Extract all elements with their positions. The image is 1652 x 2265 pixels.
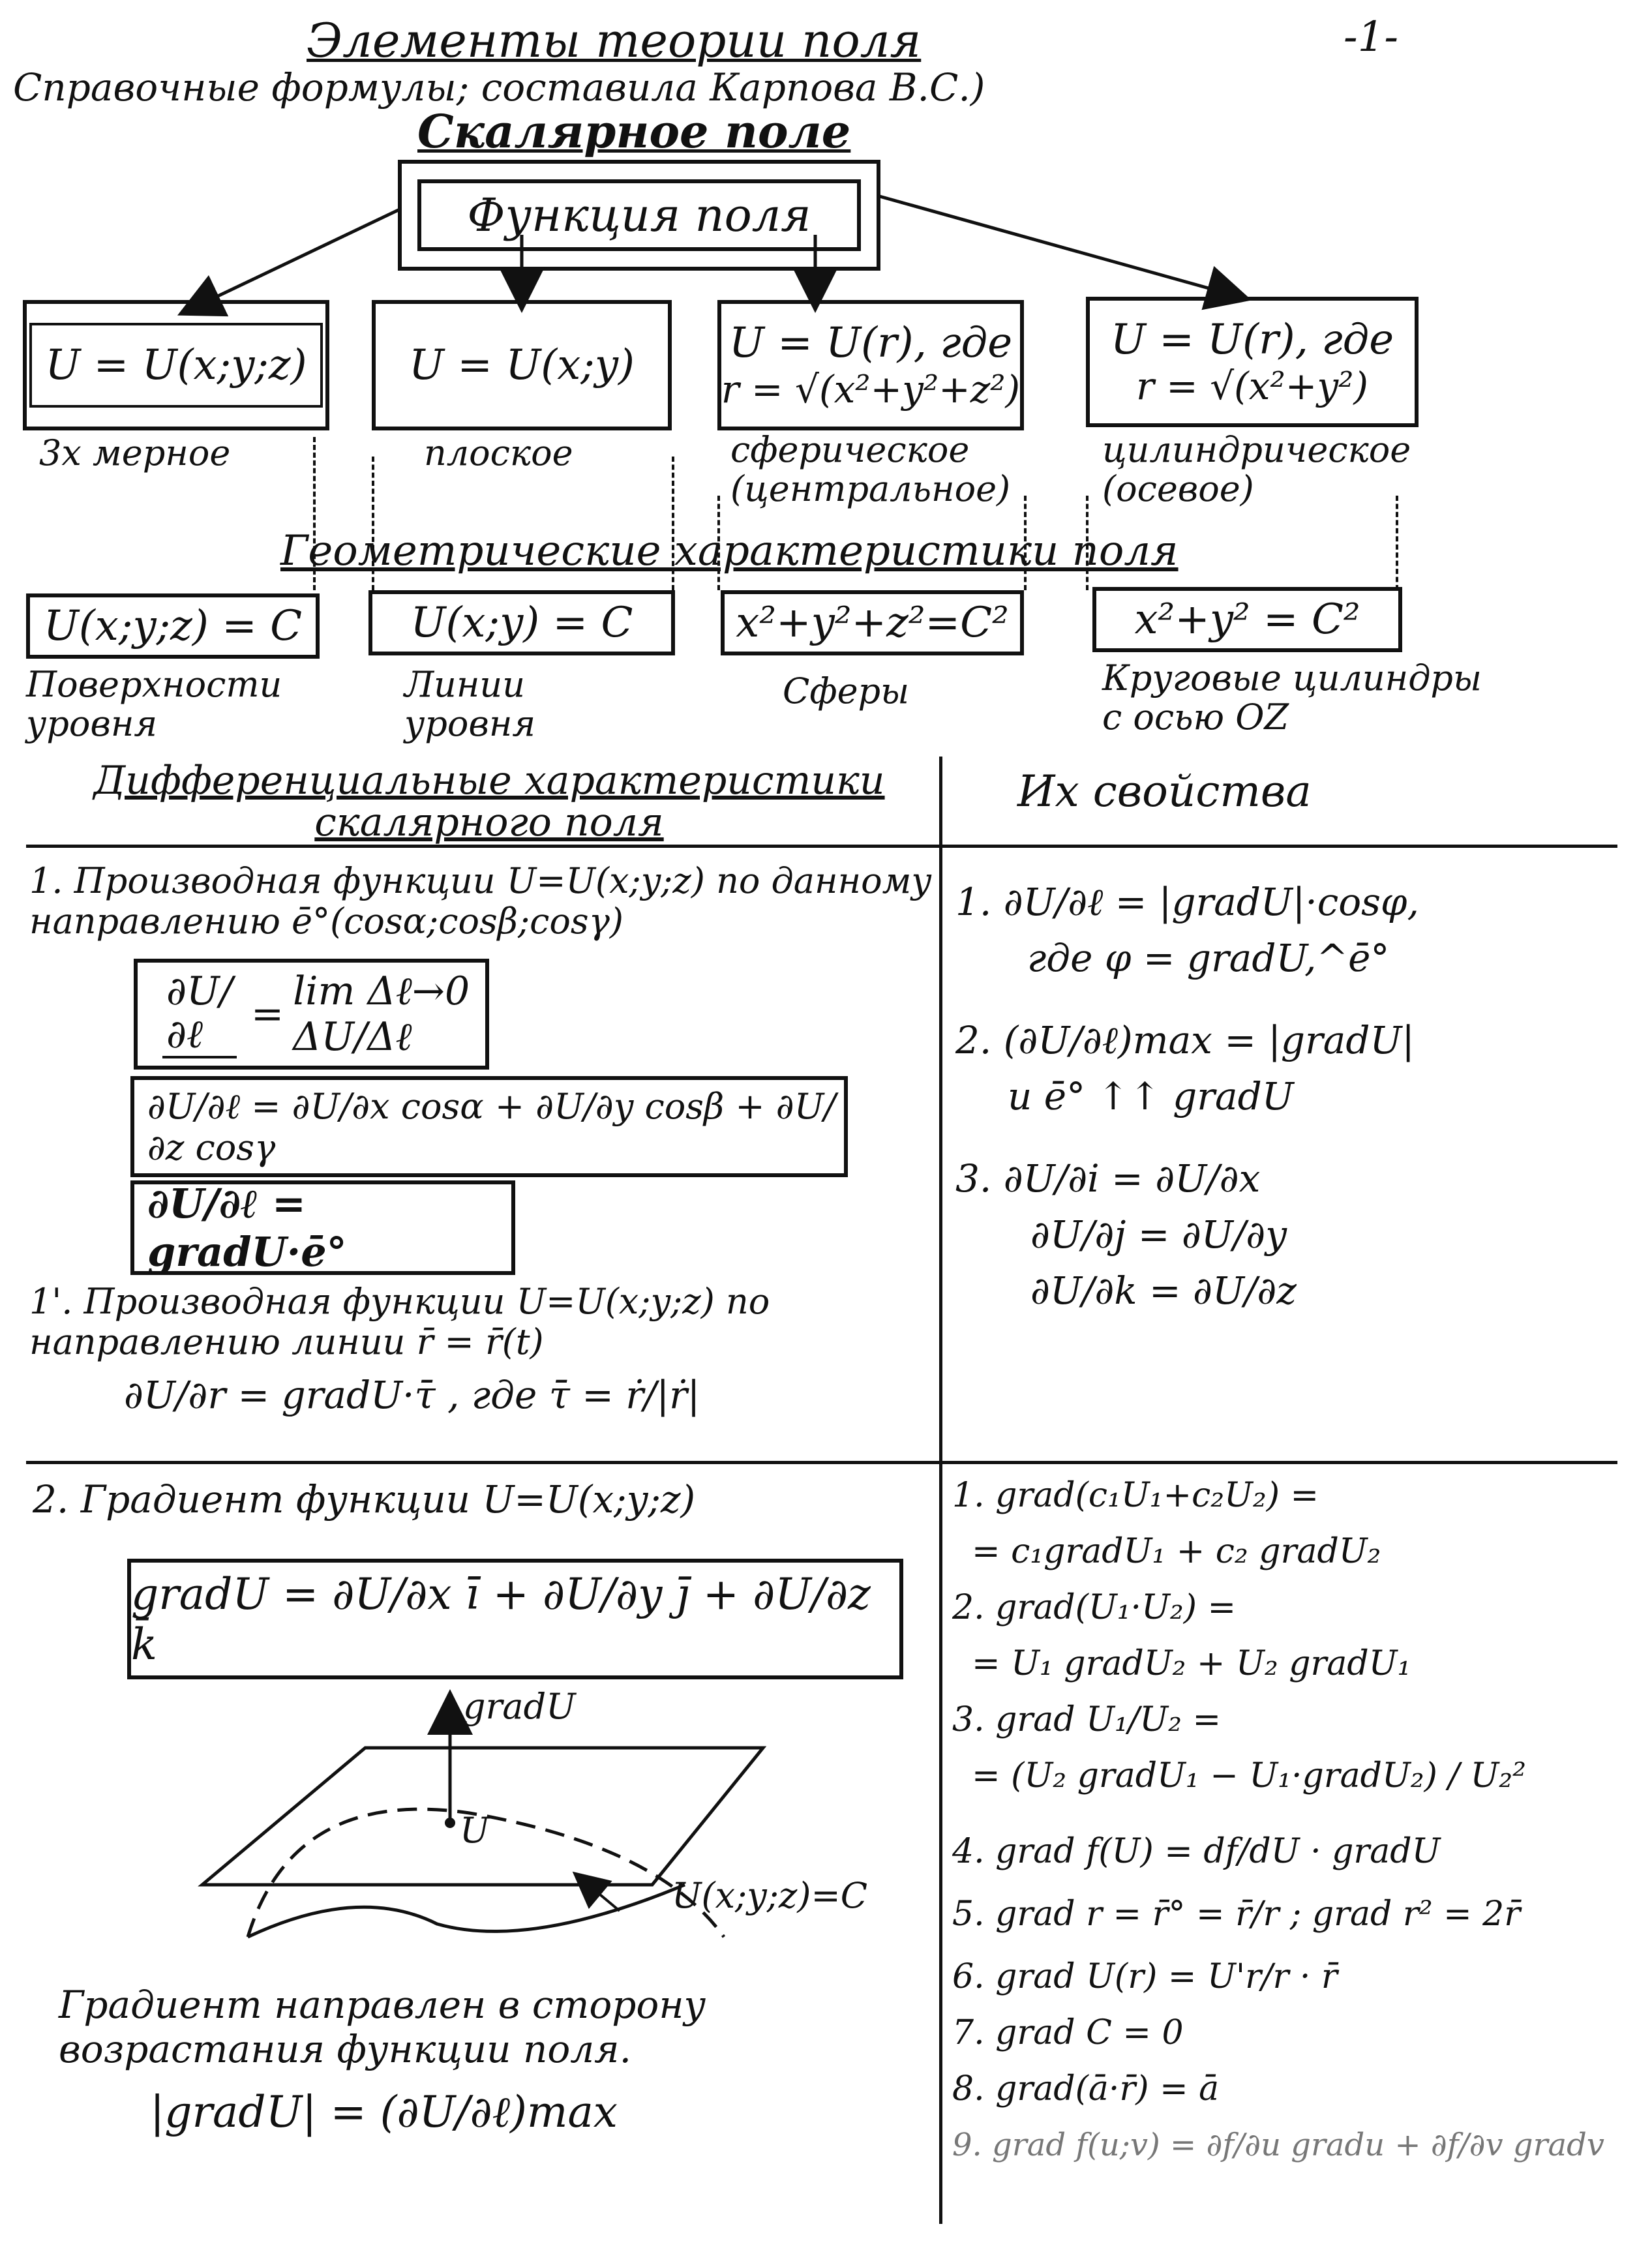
geometric-title: Геометрические характеристики поля: [280, 527, 1179, 575]
field-type-label-cylindrical: цилиндрическое (осевое): [1102, 429, 1411, 509]
derivative-item1b-formula: ∂U/∂r = gradU·τ̄ , где τ̄ = ṙ/|ṙ|: [124, 1373, 700, 1417]
level-set-surfaces: U(x;y;z) = C: [26, 593, 320, 659]
level-set-label-surfaces: Поверхности уровня: [26, 664, 282, 744]
gradient-arrow-label: gradU: [463, 1686, 576, 1727]
gradient-surface-label: U(x;y;z)=C: [672, 1875, 868, 1916]
derivative-item1-title: 1. Производная функции U=U(x;y;z) по данному направлению ē°(cosα;cosβ;cosγ): [29, 860, 932, 942]
field-type-plane: U = U(x;y): [372, 300, 672, 430]
branch-arrows: [0, 0, 1652, 339]
gradient-formula-box: gradU = ∂U/∂x ī + ∂U/∂y j̄ + ∂U/∂z k̄: [127, 1559, 903, 1679]
section-title: Скалярное поле: [417, 104, 851, 158]
table-header-left: Дифференциальные характеристики скалярного поля: [93, 758, 885, 845]
field-function-box: Функция поля: [417, 179, 861, 251]
gradient-max-formula: |gradU| = (∂U/∂ℓ)max: [150, 2087, 618, 2137]
derivative-cosines-box: ∂U/∂ℓ = ∂U/∂x cosα + ∂U/∂y cosβ + ∂U/∂z cosγ: [130, 1076, 848, 1177]
gradient-properties: 1. grad(c₁U₁+c₂U₂) = = c₁gradU₁ + c₂ gradU₂ 2. grad(U₁·U₂) = = U₁ gradU₂ + U₂ gradU₁ 3. grad U₁/U₂ = = (U₂ gradU₁ − U₁·gradU₂) / U₂² 4. grad f(U) = df/dU · gradU 5. grad r = r̄° = r̄/r ; grad r² = 2r̄ 6. grad U(r) = U'r/r · r̄ 7. grad C = 0 8. grad(ā·r̄) = ā 9. grad f(u;v) = ∂f/∂u gradu + ∂f/∂v gradv: [952, 1476, 1604, 2163]
field-type-spherical: U = U(r), где r = √(x²+y²+z²): [717, 300, 1024, 430]
level-set-label-lines: Линии уровня: [404, 664, 536, 744]
field-type-label-plane: плоское: [424, 432, 573, 473]
table-header-right: Их свойства: [1017, 766, 1312, 817]
gradient-item2-title: 2. Градиент функции U=U(x;y;z): [33, 1477, 696, 1522]
gradient-note: Градиент направлен в сторону возрастания функции поля.: [59, 1983, 706, 2071]
derivative-gradient-box: ∂U/∂ℓ = gradU·ē°: [130, 1180, 515, 1275]
level-set-lines: U(x;y) = C: [368, 590, 675, 655]
gradient-point-label: U: [460, 1810, 490, 1851]
derivative-properties: 1. ∂U/∂ℓ = |gradU|·cosφ, где φ = gradU,^ē° 2. (∂U/∂ℓ)max = |gradU| и ē° ↑↑ gradU 3. ∂U/∂i = ∂U/∂x ∂U/∂j = ∂U/∂y ∂U/∂k = ∂U/∂z: [955, 880, 1419, 1313]
field-type-label-spherical: сферическое (центральное): [730, 429, 1011, 509]
derivative-item1b-title: 1'. Производная функции U=U(x;y;z) по направлению линии r̄ = r̄(t): [29, 1281, 770, 1362]
table-divider: [939, 757, 942, 2224]
level-set-label-cylinders: Круговые цилиндры с осью OZ: [1102, 657, 1482, 738]
level-set-spheres: x²+y²+z²=C²: [721, 590, 1024, 655]
level-set-cylinders: x²+y² = C²: [1092, 587, 1402, 652]
page-number: -1-: [1344, 13, 1398, 61]
page-title: Элементы теории поля: [307, 13, 922, 68]
field-type-label-3d: 3х мерное: [39, 432, 231, 473]
field-type-cylindrical: U = U(r), где r = √(x²+y²): [1086, 297, 1419, 427]
gradient-diagram: [163, 1689, 946, 1983]
subtitle: Справочные формулы; составила Карпова В.С.): [13, 65, 985, 110]
derivative-definition-box: ∂U/∂ℓ = lim Δℓ→0 ΔU/Δℓ: [134, 959, 489, 1070]
field-type-3d: U = U(x;y;z): [23, 300, 329, 430]
level-set-label-spheres: Сферы: [783, 670, 910, 712]
